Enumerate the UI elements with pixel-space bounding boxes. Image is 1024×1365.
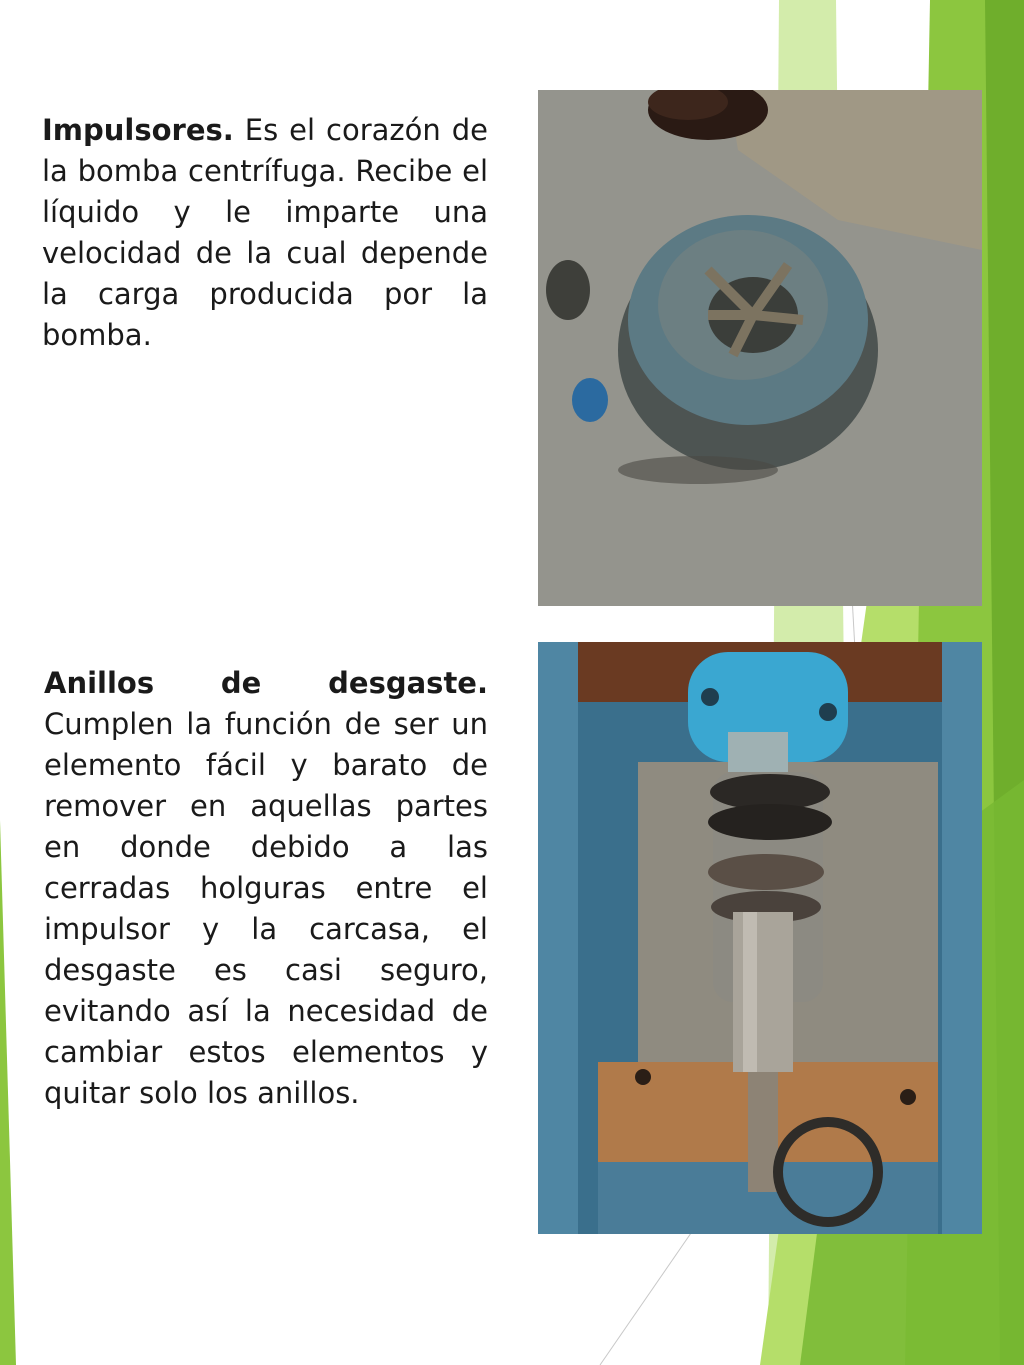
impulsores-term: Impulsores.	[42, 113, 234, 147]
anillos-term: Anillos de desgaste.	[44, 666, 488, 700]
impulsores-description: Es el corazón de la bomba centrífuga. Recibe el líquido y le imparte una velocidad de la cual depende la carga producida por la bomba.	[42, 113, 488, 352]
anillos-paragraph	[44, 663, 488, 1114]
anillos-description: Cumplen la función de ser un elemento fácil y barato de remover en aquellas partes en donde debido a las cerradas holguras entre el impulsor y la carcasa, el desgaste es casi seguro, evitando así la necesidad de cambiar estos elementos y quitar solo los anillos.	[44, 707, 488, 1110]
shaft-wear-rings-photo	[538, 642, 982, 1234]
impeller-photo	[538, 90, 982, 606]
impulsores-paragraph	[42, 110, 488, 356]
